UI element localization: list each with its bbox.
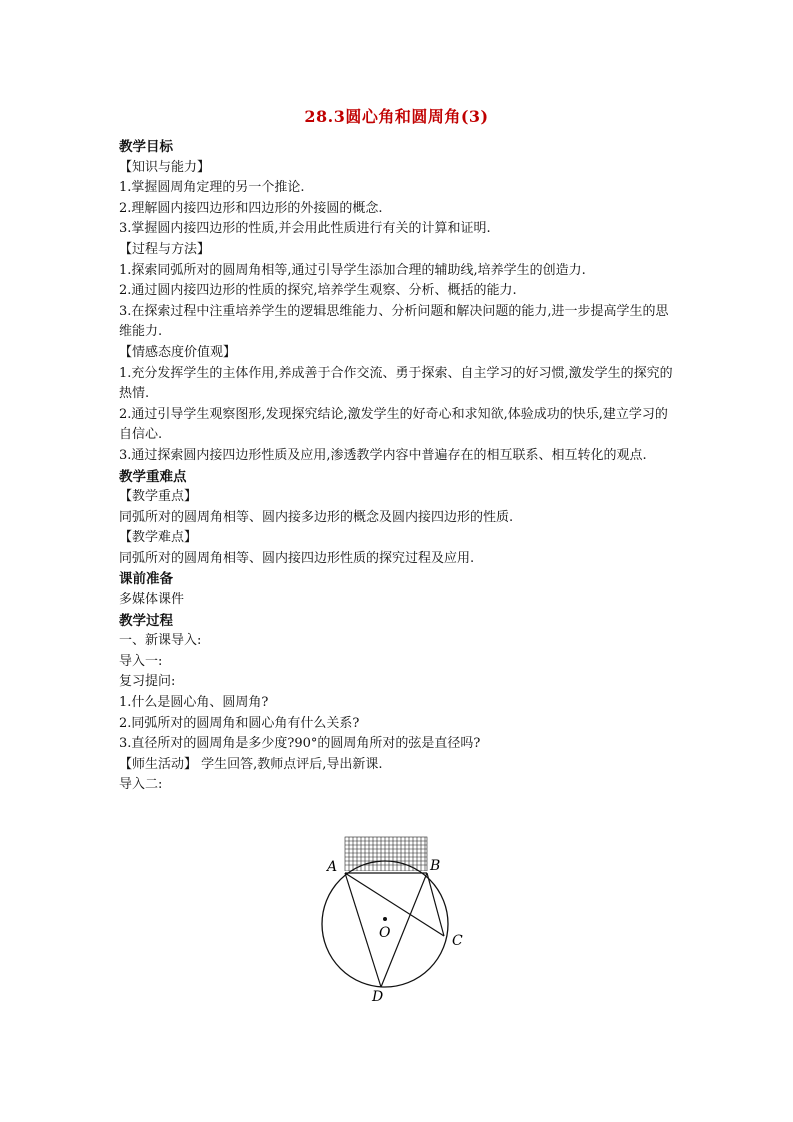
question-item: 1.什么是圆心角、圆周角?: [119, 695, 269, 711]
process-item: 1.探索同弧所对的圆周角相等,通过引导学生添加合理的辅助线,培养学生的创造力.: [119, 262, 586, 278]
intro-text: 一、新课导入:: [119, 633, 202, 649]
process-item: 3.在探索过程中注重培养学生的逻辑思维能力、分析问题和解决问题的能力,进一步提高学生的思维能力.: [119, 303, 669, 340]
label-d: D: [372, 989, 384, 1005]
document-body: [119, 137, 679, 796]
label-b: B: [430, 858, 441, 874]
knowledge-item: 1.掌握圆周角定理的另一个推论.: [119, 180, 305, 196]
emotion-item: 1.充分发挥学生的主体作用,养成善于合作交流、勇于探索、自主学习的好习惯,激发学生的探究的热情.: [119, 365, 673, 402]
label-a: A: [327, 859, 338, 875]
label-o: O: [379, 925, 391, 941]
section-heading-keypoints: 教学重难点: [119, 468, 187, 485]
knowledge-item: 3.掌握圆内接四边形的性质,并会用此性质进行有关的计算和证明.: [119, 221, 491, 237]
section-heading-objectives: 教学目标: [119, 139, 173, 155]
intro1-text: 导入一:: [119, 653, 163, 669]
subheading-process: 【过程与方法】: [119, 241, 211, 257]
activity-text: 【师生活动】 学生回答,教师点评后,导出新课.: [119, 756, 383, 772]
subheading-difficulty: 【教学难点】: [119, 530, 198, 546]
emotion-item: 2.通过引导学生观察图形,发现探究结论,激发学生的好奇心和求知欲,体验成功的快乐,建立学习的自信心.: [119, 406, 668, 443]
circle-figure-svg: [315, 833, 475, 1005]
grid-pattern: [345, 837, 427, 871]
question-item: 2.同弧所对的圆周角和圆心角有什么关系?: [119, 715, 360, 731]
subheading-knowledge: 【知识与能力】: [119, 159, 211, 175]
page-title: 28.3圆心角和圆周角(3): [304, 107, 489, 126]
section-heading-procedure: 教学过程: [119, 612, 173, 629]
center-point: [383, 917, 387, 921]
difficulty-text: 同弧所对的圆周角相等、圆内接四边形性质的探究过程及应用.: [119, 550, 475, 566]
circle-figure: [315, 833, 475, 1005]
knowledge-item: 2.理解圆内接四边形和四边形的外接圆的概念.: [119, 200, 383, 216]
chords: [345, 873, 444, 987]
section-heading-prep: 课前准备: [119, 571, 173, 588]
subheading-focus: 【教学重点】: [119, 489, 198, 505]
process-item: 2.通过圆内接四边形的性质的探究,培养学生观察、分析、概括的能力.: [119, 283, 517, 299]
focus-text: 同弧所对的圆周角相等、圆内接多边形的概念及圆内接四边形的性质.: [119, 509, 514, 525]
prep-text: 多媒体课件: [119, 592, 185, 608]
label-c: C: [452, 933, 463, 949]
question-item: 3.直径所对的圆周角是多少度?90°的圆周角所对的弦是直径吗?: [119, 736, 481, 752]
emotion-item: 3.通过探索圆内接四边形性质及应用,渗透教学内容中普遍存在的相互联系、相互转化的观点.: [119, 447, 647, 463]
subheading-emotion: 【情感态度价值观】: [119, 344, 237, 360]
review-text: 复习提问:: [119, 674, 176, 690]
intro2-text: 导入二:: [119, 777, 163, 793]
